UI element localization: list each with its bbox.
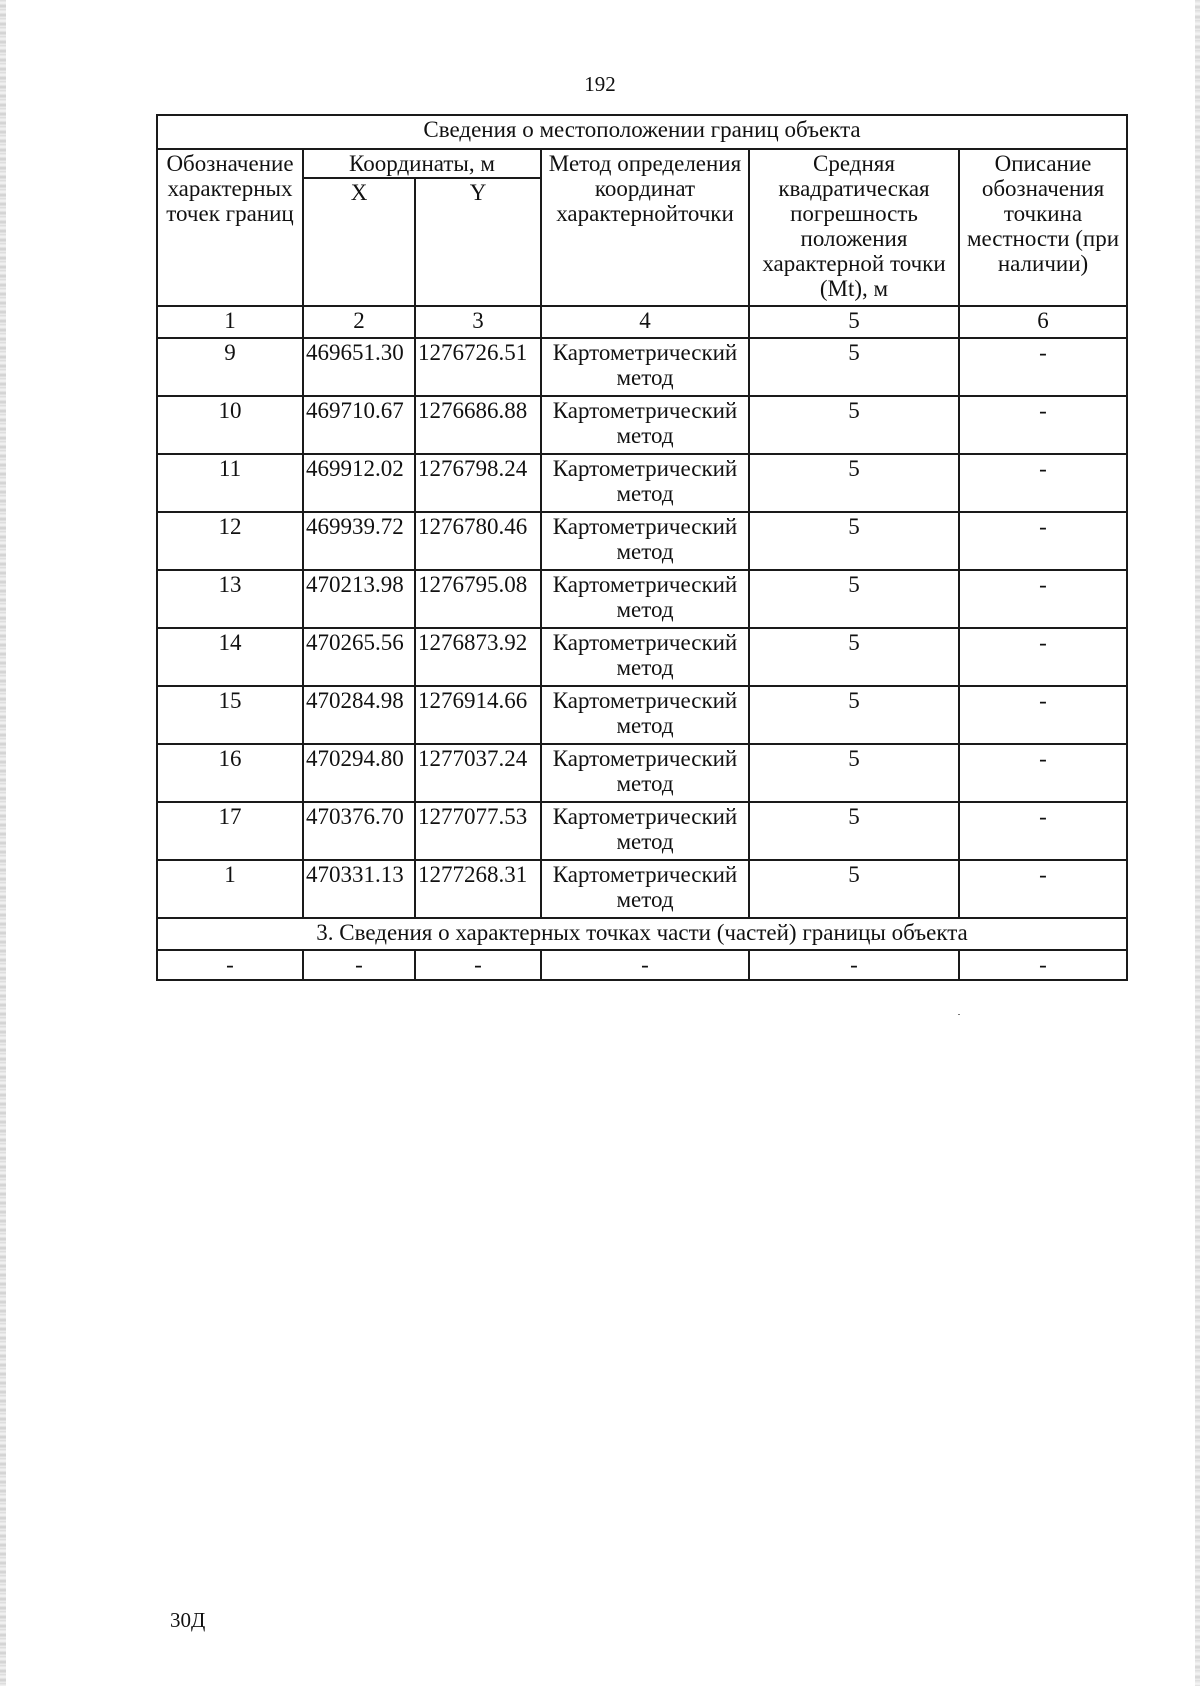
table-row bbox=[157, 454, 1127, 512]
cell-description: - bbox=[959, 570, 1127, 628]
cell-y: 1276686.88 bbox=[415, 396, 541, 454]
table-row bbox=[157, 570, 1127, 628]
scan-edge-left bbox=[0, 0, 6, 1686]
cell-method: Картометрический метод bbox=[541, 396, 749, 454]
cell-error: 5 bbox=[749, 454, 959, 512]
table-row bbox=[157, 396, 1127, 454]
section3-row bbox=[157, 918, 1127, 950]
table-row bbox=[157, 686, 1127, 744]
column-number: 3 bbox=[415, 306, 541, 338]
cell-description: - bbox=[959, 512, 1127, 570]
header-description: Описание обозначения точкина местности (при наличии) bbox=[959, 149, 1127, 306]
table-row bbox=[157, 628, 1127, 686]
cell-method: Картометрический метод bbox=[541, 454, 749, 512]
cell-description: - bbox=[959, 802, 1127, 860]
cell-point: 13 bbox=[157, 570, 303, 628]
cell-x: 470213.98 bbox=[303, 570, 415, 628]
empty-cell: - bbox=[157, 950, 303, 980]
cell-y: 1276798.24 bbox=[415, 454, 541, 512]
empty-cell: - bbox=[303, 950, 415, 980]
cell-point: 14 bbox=[157, 628, 303, 686]
section3-empty-row bbox=[157, 950, 1127, 980]
cell-x: 470284.98 bbox=[303, 686, 415, 744]
cell-x: 469939.72 bbox=[303, 512, 415, 570]
cell-y: 1276726.51 bbox=[415, 338, 541, 396]
column-number: 6 bbox=[959, 306, 1127, 338]
column-number: 4 bbox=[541, 306, 749, 338]
header-point: Обозначение характерных точек границ bbox=[157, 149, 303, 306]
header-y: Y bbox=[415, 178, 541, 306]
cell-method: Картометрический метод bbox=[541, 338, 749, 396]
cell-error: 5 bbox=[749, 570, 959, 628]
section3-title: 3. Сведения о характерных точках части (частей) границы объекта bbox=[157, 918, 1127, 950]
cell-point: 9 bbox=[157, 338, 303, 396]
cell-point: 11 bbox=[157, 454, 303, 512]
empty-cell: - bbox=[749, 950, 959, 980]
header-coords: Координаты, м bbox=[303, 149, 541, 178]
cell-y: 1276873.92 bbox=[415, 628, 541, 686]
scan-edge-right bbox=[1195, 0, 1200, 1686]
table-row bbox=[157, 860, 1127, 918]
cell-description: - bbox=[959, 338, 1127, 396]
column-number: 1 bbox=[157, 306, 303, 338]
cell-method: Картометрический метод bbox=[541, 860, 749, 918]
cell-method: Картометрический метод bbox=[541, 686, 749, 744]
cell-x: 470294.80 bbox=[303, 744, 415, 802]
cell-y: 1276914.66 bbox=[415, 686, 541, 744]
empty-cell: - bbox=[415, 950, 541, 980]
cell-method: Картометрический метод bbox=[541, 628, 749, 686]
column-number: 2 bbox=[303, 306, 415, 338]
cell-error: 5 bbox=[749, 686, 959, 744]
cell-method: Картометрический метод bbox=[541, 802, 749, 860]
cell-point: 16 bbox=[157, 744, 303, 802]
table-row bbox=[157, 512, 1127, 570]
cell-description: - bbox=[959, 744, 1127, 802]
table-row bbox=[157, 744, 1127, 802]
header-method: Метод определения координат характернойточки bbox=[541, 149, 749, 306]
cell-x: 470376.70 bbox=[303, 802, 415, 860]
boundary-table bbox=[156, 114, 1128, 981]
cell-y: 1276795.08 bbox=[415, 570, 541, 628]
cell-x: 469912.02 bbox=[303, 454, 415, 512]
cell-error: 5 bbox=[749, 512, 959, 570]
cell-point: 1 bbox=[157, 860, 303, 918]
cell-y: 1277037.24 bbox=[415, 744, 541, 802]
table-row bbox=[157, 338, 1127, 396]
header-row-1 bbox=[157, 149, 1127, 178]
column-number-row bbox=[157, 306, 1127, 338]
cell-point: 15 bbox=[157, 686, 303, 744]
header-x: X bbox=[303, 178, 415, 306]
table-title: Сведения о местоположении границ объекта bbox=[157, 115, 1127, 149]
cell-point: 12 bbox=[157, 512, 303, 570]
cell-description: - bbox=[959, 686, 1127, 744]
cell-error: 5 bbox=[749, 396, 959, 454]
cell-x: 469710.67 bbox=[303, 396, 415, 454]
cell-y: 1276780.46 bbox=[415, 512, 541, 570]
cell-method: Картометрический метод bbox=[541, 570, 749, 628]
cell-description: - bbox=[959, 396, 1127, 454]
cell-point: 10 bbox=[157, 396, 303, 454]
footer-code: 30Д bbox=[170, 1608, 206, 1632]
table-title-row bbox=[157, 115, 1127, 149]
empty-cell: - bbox=[959, 950, 1127, 980]
cell-error: 5 bbox=[749, 744, 959, 802]
cell-y: 1277077.53 bbox=[415, 802, 541, 860]
cell-point: 17 bbox=[157, 802, 303, 860]
cell-x: 470265.56 bbox=[303, 628, 415, 686]
cell-y: 1277268.31 bbox=[415, 860, 541, 918]
cell-description: - bbox=[959, 628, 1127, 686]
scan-speck bbox=[958, 1014, 960, 1015]
cell-description: - bbox=[959, 454, 1127, 512]
cell-error: 5 bbox=[749, 628, 959, 686]
page-number: 192 bbox=[584, 72, 616, 96]
cell-x: 469651.30 bbox=[303, 338, 415, 396]
cell-error: 5 bbox=[749, 860, 959, 918]
cell-x: 470331.13 bbox=[303, 860, 415, 918]
cell-error: 5 bbox=[749, 338, 959, 396]
header-error: Средняя квадратическая погрешность положения характерной точки (Mt), м bbox=[749, 149, 959, 306]
cell-error: 5 bbox=[749, 802, 959, 860]
column-number: 5 bbox=[749, 306, 959, 338]
table-row bbox=[157, 802, 1127, 860]
cell-method: Картометрический метод bbox=[541, 744, 749, 802]
cell-description: - bbox=[959, 860, 1127, 918]
cell-method: Картометрический метод bbox=[541, 512, 749, 570]
empty-cell: - bbox=[541, 950, 749, 980]
